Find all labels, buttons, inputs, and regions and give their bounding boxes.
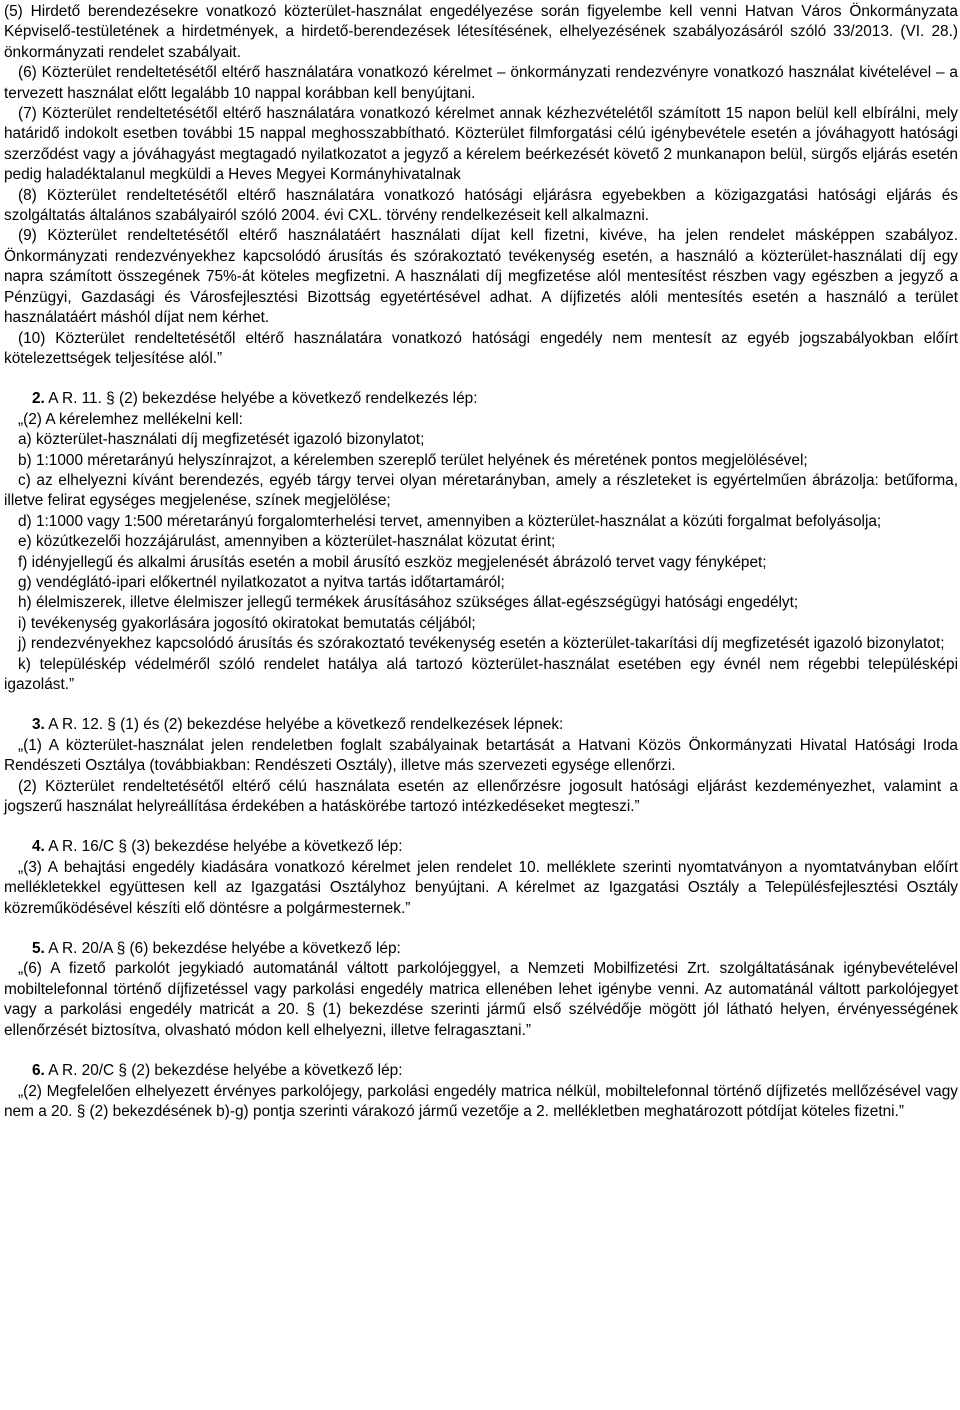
paragraph: (7) Közterület rendeltetésétől eltérő használatára vonatkozó kérelmet annak kézhezvételétől számított 15 napon belül kell elbírálni, mely határidő indokolt esetben további 15 nappal meghosszabbítható. Közterület filmforgatási célú igénybevétele esetén a jóváhagyott hatósági szerződést vagy a jóváhagyást megtagadó nyilatkozatot a jegyző a kérelem beérkezését követő 2 munkanapon belül, sürgős eljárás esetén pedig haladéktalanul megküldi a Heves Megyei Kormányhivatalnak [4,105,958,184]
paragraph: h) élelmiszerek, illetve élelmiszer jellegű termékek árusításához szükséges állat-egészségügyi hatósági engedélyt; [18,594,799,612]
paragraph: g) vendéglátó-ipari előkertnél nyilatkozatot a nyitva tartás időtartamáról; [18,573,505,591]
section-heading [4,389,958,409]
section-spacer [4,919,958,939]
intro-paragraphs [4,2,958,369]
section-number: 6. [32,1062,45,1080]
section-heading [4,1061,958,1081]
section-heading [4,939,958,959]
amendment-section [4,1061,958,1122]
paragraph: „(1) A közterület-használat jelen rendeletben foglalt szabályainak betartását a Hatvani Közös Önkormányzati Hivatal Hatósági Iroda Rendészeti Osztálya (továbbiakban: Rendészeti Osztály), illetve más szervezeti egysége ellenőrzi. [4,736,958,775]
paragraph: j) rendezvényekhez kapcsolódó árusítás és szórakoztató tevékenység esetén a közterület-takarítási díj megfizetését igazoló bizonylatot; [18,635,945,653]
paragraph: f) idényjellegű és alkalmi árusítás esetén a mobil árusító eszköz megjelenését ábrázoló tervet vagy fényképet; [18,553,767,571]
section-heading-text: A R. 20/C § (2) bekezdése helyébe a következő lép: [48,1062,403,1080]
section-heading [4,715,958,735]
paragraph: c) az elhelyezni kívánt berendezés, egyéb tárgy tervei olyan méretarányban, amely a részleteket is egyértelműen ábrázolja: betűforma, illetve felirat egységes megjelenése, színek megjelölése; [4,471,958,510]
paragraph: „(2) Megfelelően elhelyezett érvényes parkolójegy, parkolási engedély matrica nélkül, mobiltelefonnal történő díjfizetés mellőzésével vagy nem a 20. § (2) bekezdésének b)-g) pontja szerinti várakozó jármű vezetője a 2. mellékletben meghatározott pótdíjat köteles fizetni.” [4,1082,958,1120]
paragraph: „(2) A kérelemhez mellékelni kell: [18,410,243,428]
paragraph: (2) Közterület rendeltetésétől eltérő célú használata esetén az ellenőrzésre jogosult hatósági eljárást kezdeményezhet, valamint a jogszerű használat helyreállítása érdekében a hatáskörébe tartozó intézkedéseket megteszi.” [4,777,958,816]
section-heading-text: A R. 20/A § (6) bekezdése helyébe a következő lép: [48,940,401,958]
paragraph: k) településkép védelméről szóló rendelet hatálya alá tartozó közterület-használat esetében egy évnél nem régebbi településképi igazolást.” [4,655,958,693]
section-number: 2. [32,390,45,408]
section-heading [4,837,958,857]
section-number: 5. [32,940,45,958]
document-page [4,2,958,1122]
paragraph: a) közterület-használati díj megfizetését igazoló bizonylatot; [18,431,425,449]
amendment-section [4,837,958,919]
section-heading-text: A R. 11. § (2) bekezdése helyébe a következő rendelkezés lép: [48,390,478,408]
paragraph: (10) Közterület rendeltetésétől eltérő használatára vonatkozó hatósági engedély nem mentesít az egyéb jogszabályokban előírt kötelezettségek teljesítése alól.” [4,329,958,367]
section-heading-text: A R. 12. § (1) és (2) bekezdése helyébe a következő rendelkezések lépnek: [48,716,564,734]
paragraph: e) közútkezelői hozzájárulást, amennyiben a közterület-használat közutat érint; [18,533,556,551]
paragraph: d) 1:1000 vagy 1:500 méretarányú forgalomterhelési tervet, amennyiben a közterület-használat a közúti forgalmat befolyásolja; [18,512,882,530]
section-spacer [4,1041,958,1061]
paragraph: (8) Közterület rendeltetésétől eltérő használatára vonatkozó hatósági eljárásra egyebekben a közigazgatási hatósági eljárás és szolgáltatás általános szabályairól szóló 2004. évi CXL. törvény rendelkezéseit kell alkalmazni. [4,186,958,225]
paragraph: „(3) A behajtási engedély kiadására vonatkozó kérelmet jelen rendelet 10. melléklete szerinti nyomtatványon a nyomtatványban előírt mellékletekkel együttesen kell az Igazgatási Osztályhoz benyújtani. A kérelmet az Igazgatási Osztály a Településfejlesztési Osztály közreműködésével készíti elő döntésre a polgármesternek.” [4,858,958,917]
paragraph: i) tevékenység gyakorlására jogosító okiratokat bemutatás céljából; [18,614,476,632]
section-number: 4. [32,838,45,856]
paragraph: (6) Közterület rendeltetésétől eltérő használatára vonatkozó kérelmet – önkormányzati rendezvényre vonatkozó használat kivételével – a tervezett használat előtt legalább 10 nappal korábban kell benyújtani. [4,64,958,102]
section-spacer [4,369,958,389]
paragraph: „(6) A fizető parkolót jegykiadó automatánál váltott parkolójeggyel, a Nemzeti Mobilfizetési Zrt. szolgáltatásának igénybevételével mobiltelefonnal történő díjfizetéssel vagy parkolási engedély matrica ellenében lehet igénybe venni. Az automatánál váltott parkolójegyet vagy a parkolási engedély matricát a 20. § (1) bekezdése szerinti jármű első szélvédője mögött jól látható helyen, érvényességének ellenőrzését biztosítva, olvasható módon kell elhelyezni, illetve felragasztani.” [4,960,958,1039]
section-spacer [4,817,958,837]
section-number: 3. [32,716,45,734]
amendment-sections [4,369,958,1122]
paragraph: (5) Hirdető berendezésekre vonatkozó közterület-használat engedélyezése során figyelembe kell venni Hatvan Város Önkormányzata Képviselő-testületének a hirdetmények, a hirdető-berendezések létesítésének, elhelyezésének szabályozásáról szóló 33/2013. (VI. 28.) önkormányzati rendelet szabályait. [4,3,958,61]
section-heading-text: A R. 16/C § (3) bekezdése helyébe a következő lép: [48,838,403,856]
paragraph: b) 1:1000 méretarányú helyszínrajzot, a kérelemben szereplő terület helyének és méretének pontos megjelölésével; [18,451,808,469]
amendment-section [4,389,958,695]
paragraph: (9) Közterület rendeltetésétől eltérő használatáért használati díjat kell fizetni, kivéve, ha jelen rendelet másképpen szabályoz. Önkormányzati rendezvényekhez kapcsolódó árusítás és szórakoztató tevékenység esetén, a használó a közterület-használati díj egy napra számított összegének 75%-át köteles megfizetni. A használati díj megfizetése alól mentesítést részben vagy egészben a jegyző a Pénzügyi, Gazdasági és Városfejlesztési Bizottság egyetértésével adhat. A díjfizetés alóli mentesítés esetén a használó a terület használatáért máshól díjat nem kérhet. [4,227,958,327]
section-spacer [4,695,958,715]
amendment-section [4,715,958,817]
amendment-section [4,939,958,1041]
